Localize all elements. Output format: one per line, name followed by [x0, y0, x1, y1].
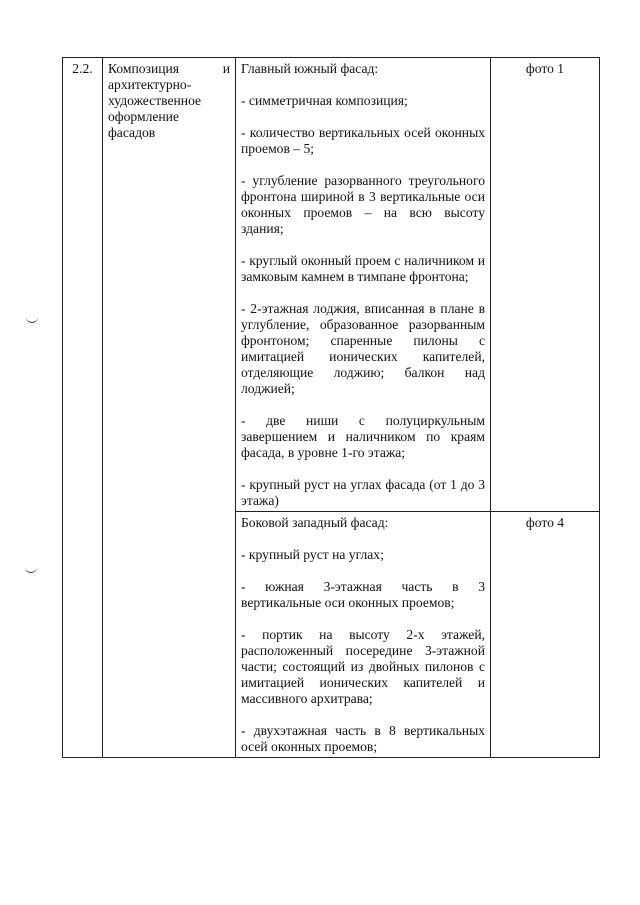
- row-name-word: и: [222, 61, 230, 76]
- south-facade-item: - углубление разорванного треугольного фронтона шириной в 3 вертикальные оси оконных проемов – на всю высоту здания;: [241, 173, 485, 236]
- west-facade-item: - двухэтажная часть в 8 вертикальных осей оконных проемов;: [241, 723, 485, 754]
- south-facade-description: [236, 58, 491, 512]
- facade-description-table: [62, 57, 600, 758]
- west-facade-description: [236, 512, 491, 758]
- west-facade-item: - южная 3-этажная часть в 3 вертикальные оси оконных проемов;: [241, 579, 485, 610]
- south-facade-item: - количество вертикальных осей оконных проемов – 5;: [241, 125, 485, 156]
- west-facade-photo-ref: фото 4: [491, 512, 600, 758]
- scan-artifact-mark: [25, 566, 37, 573]
- south-facade-item: - круглый оконный проем с наличником и замковым камнем в тимпане фронтона;: [241, 253, 485, 284]
- south-facade-item: - две ниши с полуциркульным завершением и наличником по краям фасада, в уровне 1-го этажа;: [241, 413, 485, 460]
- south-facade-photo-ref: фото 1: [491, 58, 600, 512]
- table-row-south-facade: [63, 58, 600, 512]
- west-facade-item: - крупный руст на углах;: [241, 547, 384, 562]
- south-facade-item: - 2-этажная лоджия, вписанная в плане в углубление, образованное разорванным фронтоном; спаренные пилоны с имитацией ионических капителей, отделяющие лоджию; балкон над лоджией;: [241, 301, 485, 396]
- south-facade-item: - крупный руст на углах фасада (от 1 до 3 этажа): [241, 477, 485, 508]
- west-facade-item: - портик на высоту 2-х этажей, расположенный посередине 3-этажной части; состоящий из двойных пилонов с имитацией ионических капителей и массивного архитрава;: [241, 627, 485, 706]
- south-facade-item: - симметричная композиция;: [241, 93, 408, 108]
- row-number: 2.2.: [63, 58, 103, 758]
- west-facade-heading: Боковой западный фасад:: [241, 515, 389, 530]
- south-facade-heading: Главный южный фасад:: [241, 61, 379, 76]
- row-name-line: художественное: [108, 93, 202, 108]
- row-name-line: фасадов: [108, 125, 156, 140]
- scan-artifact-mark: [26, 316, 38, 323]
- row-name-word: Композиция: [108, 61, 180, 76]
- row-name-line: оформление: [108, 109, 179, 124]
- row-name-cell: [103, 58, 236, 758]
- row-name-first-line: [108, 61, 230, 77]
- row-name-line: архитектурно-: [108, 77, 192, 92]
